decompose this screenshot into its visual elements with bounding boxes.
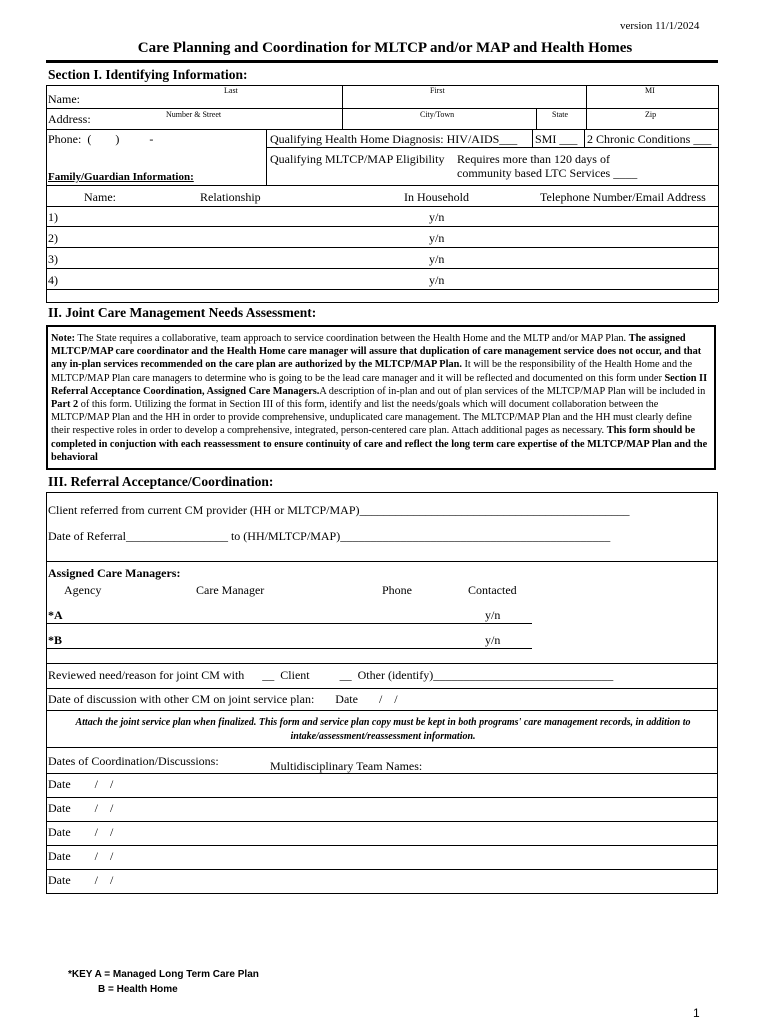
divider xyxy=(536,108,537,130)
address-label: Address: xyxy=(48,112,91,126)
coordination-date[interactable]: Date / / xyxy=(48,873,114,887)
col-agency: Agency xyxy=(64,583,102,597)
cm-row-a-contacted[interactable]: y/n xyxy=(485,608,501,622)
col-contacted: Contacted xyxy=(468,583,517,597)
rule xyxy=(46,85,718,86)
coordination-date[interactable]: Date / / xyxy=(48,849,114,863)
col-zip: Zip xyxy=(645,110,657,119)
table-row[interactable] xyxy=(46,845,718,846)
rule xyxy=(46,747,718,748)
table-row[interactable] xyxy=(46,247,718,248)
note-text-bold: This form should be completed in conjuction with each reassessment to ensure continuity of care and reflect the long term care expertise of the MLTCP/MAP Plan and the behavioral xyxy=(51,425,708,463)
col-household: In Household xyxy=(404,190,469,204)
qual-mltcp-label: Qualifying MLTCP/MAP Eligibility xyxy=(270,152,445,166)
table-row[interactable] xyxy=(46,289,718,290)
family-heading: Family/Guardian Information: xyxy=(48,171,194,183)
rule xyxy=(266,147,718,148)
col-relationship: Relationship xyxy=(200,190,261,204)
note-text: of this form. Utilizing the format in Section III of this form, identify and list the needs/goals which will document collaboration between the MLTCP/MAP Plan and the HH in order to provide comprehensive, unduplicated care management. The MLTCP/MAP Plan and the HH must clearly define their respective roles in order to develop a comprehensive, integrated, person-centered care plan. Attach additional pages as necessary. xyxy=(51,399,692,437)
dates-coordination-label: Dates of Coordination/Discussions: xyxy=(48,754,219,768)
table-row[interactable] xyxy=(46,226,718,227)
qual-hh-diagnosis[interactable]: Qualifying Health Home Diagnosis: HIV/AIDS___ xyxy=(270,132,518,146)
attach-note: Attach the joint service plan when finalized. This form and service plan copy must be kept in both programs' care management records, in addition to intake/assessment/reassessment information. xyxy=(75,717,691,742)
note-text: A description of in-plan and out of plan services of the MLTCP/MAP Plan will be included in xyxy=(319,385,706,397)
note-text-bold: Part 2 xyxy=(51,399,79,411)
reviewed-need-field[interactable]: Reviewed need/reason for joint CM with __ Client __ Other (identify)______________________________ xyxy=(48,668,614,682)
col-care-manager: Care Manager xyxy=(196,583,265,597)
section3-heading: III. Referral Acceptance/Coordination: xyxy=(48,474,274,489)
rule xyxy=(46,688,718,689)
date-discussion-field[interactable]: Date of discussion with other CM on joint service plan: Date / / xyxy=(48,692,398,706)
smi-option[interactable]: SMI ___ xyxy=(535,132,578,146)
rule xyxy=(46,206,718,207)
key-line1: *KEY A = Managed Long Term Care Plan xyxy=(68,969,259,980)
rule xyxy=(46,302,718,303)
rule xyxy=(46,185,718,186)
col-first: First xyxy=(430,86,445,95)
col-telephone: Telephone Number/Email Address xyxy=(540,190,706,204)
requires-line2[interactable]: community based LTC Services ____ xyxy=(457,166,638,180)
note-box xyxy=(46,325,716,470)
divider xyxy=(266,129,267,147)
key-line2: B = Health Home xyxy=(98,984,178,995)
table-row[interactable] xyxy=(46,797,718,798)
family-row-num: 1) xyxy=(48,210,58,224)
col-last: Last xyxy=(224,86,238,95)
page-title: Care Planning and Coordination for MLTCP and/or MAP and Health Homes xyxy=(137,40,633,56)
family-row-num: 4) xyxy=(48,273,58,287)
coordination-date[interactable]: Date / / xyxy=(48,825,114,839)
col-city: City/Town xyxy=(420,110,455,119)
right-border xyxy=(718,85,719,302)
rule xyxy=(46,561,718,562)
name-field-rule[interactable] xyxy=(46,108,718,109)
cm-row-a-label: *A xyxy=(48,608,63,622)
rule xyxy=(46,773,718,774)
client-referred-field[interactable]: Client referred from current CM provider (HH or MLTCP/MAP)_____________________________________________ xyxy=(48,503,630,517)
family-row-household[interactable]: y/n xyxy=(429,273,445,287)
col-family-name: Name: xyxy=(84,190,116,204)
section1-heading: Section I. Identifying Information: xyxy=(48,67,248,82)
family-row-household[interactable]: y/n xyxy=(429,252,445,266)
note-text-bold: The assigned MLTCP/MAP care coordinator and the Health Home care manager will assure that duplication of care management service does not occur, and that any in-plan services recommended on the care plan are authorized by the MLTCP/MAP Plan. xyxy=(51,333,702,371)
section2-heading: II. Joint Care Management Needs Assessment: xyxy=(48,305,317,320)
divider xyxy=(532,129,533,147)
requires-line1: Requires more than 120 days of xyxy=(457,152,610,166)
col-state: State xyxy=(552,110,568,119)
address-field-rule[interactable] xyxy=(46,129,718,130)
date-referral-field[interactable]: Date of Referral_________________ to (HH/MLTCP/MAP)_____________________________________________ xyxy=(48,529,611,543)
divider xyxy=(586,108,587,130)
chronic-conditions-option[interactable]: 2 Chronic Conditions ___ xyxy=(587,132,712,146)
note-text-bold: Section II Referral Acceptance Coordination, Assigned Care Managers. xyxy=(51,372,708,397)
family-row-num: 2) xyxy=(48,231,58,245)
divider xyxy=(584,129,585,147)
divider xyxy=(342,108,343,130)
table-row[interactable] xyxy=(46,869,718,870)
divider xyxy=(342,85,343,109)
coordination-date[interactable]: Date / / xyxy=(48,777,114,791)
col-number-street: Number & Street xyxy=(166,110,222,119)
version-label: version 11/1/2024 xyxy=(620,20,700,32)
col-phone: Phone xyxy=(382,583,412,597)
title-rule xyxy=(46,60,718,63)
divider xyxy=(266,147,267,185)
cm-row-a-line[interactable] xyxy=(46,623,532,624)
note-text: It will be the responsibility of the Health Home and the MLTCP/MAP Plan care managers to determine who is going to be the lead care manager and it will be reflected and documented on this form under xyxy=(51,359,693,384)
rule xyxy=(46,710,718,711)
col-mi: MI xyxy=(645,86,655,95)
multidisciplinary-label: Multidisciplinary Team Names: xyxy=(270,759,423,773)
note-label: Note: xyxy=(51,333,76,344)
cm-row-b-label: *B xyxy=(48,633,63,647)
assigned-heading: Assigned Care Managers: xyxy=(48,566,181,580)
divider xyxy=(586,85,587,109)
phone-label[interactable]: Phone: ( ) - xyxy=(48,132,154,146)
page-number: 1 xyxy=(693,1006,700,1020)
rule xyxy=(46,663,718,664)
left-border xyxy=(46,85,47,302)
table-row[interactable] xyxy=(46,268,718,269)
name-label: Name: xyxy=(48,92,80,106)
cm-row-b-line[interactable] xyxy=(46,648,532,649)
cm-row-b-contacted[interactable]: y/n xyxy=(485,633,501,647)
table-row[interactable] xyxy=(46,821,718,822)
note-text: The State requires a collaborative, team approach to service coordination between the Health Home and the MLTP and/or MAP Plan. xyxy=(75,333,629,344)
coordination-date[interactable]: Date / / xyxy=(48,801,114,815)
family-row-household[interactable]: y/n xyxy=(429,210,445,224)
family-row-household[interactable]: y/n xyxy=(429,231,445,245)
family-row-num: 3) xyxy=(48,252,58,266)
